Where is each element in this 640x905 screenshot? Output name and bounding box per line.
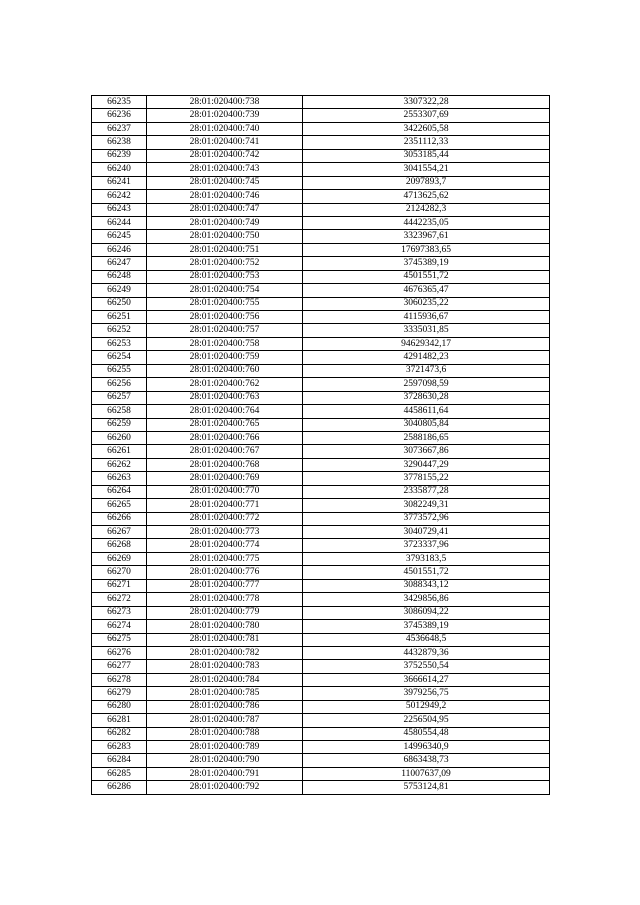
- row-number-cell: 66253: [92, 337, 147, 350]
- table-row: [92, 499, 550, 512]
- table-row: [92, 620, 550, 633]
- value-cell: 4676365,47: [303, 284, 550, 297]
- cadastral-number-cell: 28:01:020400:787: [147, 714, 303, 727]
- cadastral-number-cell: 28:01:020400:739: [147, 109, 303, 122]
- value-cell: 3323967,61: [303, 230, 550, 243]
- table-row: [92, 149, 550, 162]
- value-cell: 4713625,62: [303, 190, 550, 203]
- row-number-cell: 66257: [92, 391, 147, 404]
- row-number-cell: 66255: [92, 364, 147, 377]
- table-row: [92, 109, 550, 122]
- cadastral-number-cell: 28:01:020400:776: [147, 566, 303, 579]
- table-row: [92, 122, 550, 135]
- cadastral-number-cell: 28:01:020400:750: [147, 230, 303, 243]
- table-row: [92, 539, 550, 552]
- cadastral-number-cell: 28:01:020400:780: [147, 620, 303, 633]
- cadastral-number-cell: 28:01:020400:763: [147, 391, 303, 404]
- row-number-cell: 66241: [92, 176, 147, 189]
- row-number-cell: 66260: [92, 431, 147, 444]
- value-cell: 4115936,67: [303, 311, 550, 324]
- cadastral-number-cell: 28:01:020400:745: [147, 176, 303, 189]
- table-row: [92, 606, 550, 619]
- cadastral-number-cell: 28:01:020400:742: [147, 149, 303, 162]
- table-row: [92, 216, 550, 229]
- value-cell: 5012949,2: [303, 700, 550, 713]
- row-number-cell: 66258: [92, 405, 147, 418]
- value-cell: 3666614,27: [303, 673, 550, 686]
- value-cell: 3778155,22: [303, 472, 550, 485]
- value-cell: 2335877,28: [303, 485, 550, 498]
- table-row: [92, 754, 550, 767]
- cadastral-number-cell: 28:01:020400:754: [147, 284, 303, 297]
- row-number-cell: 66250: [92, 297, 147, 310]
- value-cell: 3088343,12: [303, 579, 550, 592]
- row-number-cell: 66270: [92, 566, 147, 579]
- table-row: [92, 687, 550, 700]
- row-number-cell: 66235: [92, 96, 147, 109]
- cadastral-number-cell: 28:01:020400:790: [147, 754, 303, 767]
- table-row: [92, 727, 550, 740]
- value-cell: 3728630,28: [303, 391, 550, 404]
- cadastral-number-cell: 28:01:020400:762: [147, 378, 303, 391]
- cadastral-number-cell: 28:01:020400:773: [147, 526, 303, 539]
- row-number-cell: 66274: [92, 620, 147, 633]
- value-cell: 2351112,33: [303, 136, 550, 149]
- row-number-cell: 66266: [92, 512, 147, 525]
- row-number-cell: 66267: [92, 526, 147, 539]
- value-cell: 2553307,69: [303, 109, 550, 122]
- cadastral-number-cell: 28:01:020400:764: [147, 405, 303, 418]
- row-number-cell: 66272: [92, 593, 147, 606]
- value-cell: 3082249,31: [303, 499, 550, 512]
- table-row: [92, 190, 550, 203]
- row-number-cell: 66278: [92, 673, 147, 686]
- row-number-cell: 66247: [92, 257, 147, 270]
- table-row: [92, 552, 550, 565]
- row-number-cell: 66273: [92, 606, 147, 619]
- value-cell: 3745389,19: [303, 620, 550, 633]
- value-cell: 3723337,96: [303, 539, 550, 552]
- table-row: [92, 512, 550, 525]
- row-number-cell: 66282: [92, 727, 147, 740]
- table-row: [92, 593, 550, 606]
- table-row: [92, 405, 550, 418]
- table-row: [92, 324, 550, 337]
- cadastral-number-cell: 28:01:020400:743: [147, 163, 303, 176]
- table-row: [92, 714, 550, 727]
- value-cell: 3041554,21: [303, 163, 550, 176]
- cadastral-number-cell: 28:01:020400:752: [147, 257, 303, 270]
- value-cell: 4501551,72: [303, 270, 550, 283]
- table-row: [92, 176, 550, 189]
- cadastral-number-cell: 28:01:020400:767: [147, 445, 303, 458]
- value-cell: 4291482,23: [303, 351, 550, 364]
- row-number-cell: 66269: [92, 552, 147, 565]
- value-cell: 2124282,3: [303, 203, 550, 216]
- value-cell: 3307322,28: [303, 96, 550, 109]
- cadastral-number-cell: 28:01:020400:789: [147, 741, 303, 754]
- value-cell: 4442235,05: [303, 216, 550, 229]
- table-row: [92, 781, 550, 794]
- row-number-cell: 66277: [92, 660, 147, 673]
- table-row: [92, 96, 550, 109]
- table-row: [92, 660, 550, 673]
- cadastral-number-cell: 28:01:020400:755: [147, 297, 303, 310]
- row-number-cell: 66242: [92, 190, 147, 203]
- cadastral-number-cell: 28:01:020400:778: [147, 593, 303, 606]
- table-row: [92, 257, 550, 270]
- row-number-cell: 66264: [92, 485, 147, 498]
- row-number-cell: 66237: [92, 122, 147, 135]
- cadastral-number-cell: 28:01:020400:765: [147, 418, 303, 431]
- value-cell: 3793183,5: [303, 552, 550, 565]
- table-row: [92, 673, 550, 686]
- cadastral-number-cell: 28:01:020400:783: [147, 660, 303, 673]
- value-cell: 3073667,86: [303, 445, 550, 458]
- value-cell: 3773572,96: [303, 512, 550, 525]
- row-number-cell: 66285: [92, 767, 147, 780]
- cadastral-number-cell: 28:01:020400:747: [147, 203, 303, 216]
- table-row: [92, 741, 550, 754]
- value-cell: 2097893,7: [303, 176, 550, 189]
- cadastral-number-cell: 28:01:020400:785: [147, 687, 303, 700]
- cadastral-value-table: [91, 95, 550, 795]
- table-row: [92, 270, 550, 283]
- table-row: [92, 391, 550, 404]
- value-cell: 94629342,17: [303, 337, 550, 350]
- cadastral-number-cell: 28:01:020400:758: [147, 337, 303, 350]
- table-row: [92, 230, 550, 243]
- table-row: [92, 378, 550, 391]
- table-row: [92, 458, 550, 471]
- value-cell: 4432879,36: [303, 646, 550, 659]
- table-row: [92, 337, 550, 350]
- table-row: [92, 472, 550, 485]
- table-row: [92, 418, 550, 431]
- row-number-cell: 66265: [92, 499, 147, 512]
- table-row: [92, 485, 550, 498]
- row-number-cell: 66248: [92, 270, 147, 283]
- table-row: [92, 633, 550, 646]
- row-number-cell: 66276: [92, 646, 147, 659]
- cadastral-number-cell: 28:01:020400:784: [147, 673, 303, 686]
- value-cell: 4536648,5: [303, 633, 550, 646]
- table-row: [92, 526, 550, 539]
- cadastral-number-cell: 28:01:020400:751: [147, 243, 303, 256]
- cadastral-number-cell: 28:01:020400:774: [147, 539, 303, 552]
- row-number-cell: 66256: [92, 378, 147, 391]
- row-number-cell: 66238: [92, 136, 147, 149]
- row-number-cell: 66240: [92, 163, 147, 176]
- value-cell: 4458611,64: [303, 405, 550, 418]
- cadastral-number-cell: 28:01:020400:756: [147, 311, 303, 324]
- value-cell: 3335031,85: [303, 324, 550, 337]
- row-number-cell: 66254: [92, 351, 147, 364]
- value-cell: 3060235,22: [303, 297, 550, 310]
- row-number-cell: 66239: [92, 149, 147, 162]
- value-cell: 3752550,54: [303, 660, 550, 673]
- cadastral-number-cell: 28:01:020400:781: [147, 633, 303, 646]
- row-number-cell: 66280: [92, 700, 147, 713]
- table-row: [92, 284, 550, 297]
- row-number-cell: 66246: [92, 243, 147, 256]
- table-row: [92, 431, 550, 444]
- cadastral-number-cell: 28:01:020400:746: [147, 190, 303, 203]
- value-cell: 3745389,19: [303, 257, 550, 270]
- row-number-cell: 66249: [92, 284, 147, 297]
- value-cell: 17697383,65: [303, 243, 550, 256]
- cadastral-number-cell: 28:01:020400:791: [147, 767, 303, 780]
- table-row: [92, 445, 550, 458]
- cadastral-number-cell: 28:01:020400:759: [147, 351, 303, 364]
- value-cell: 3086094,22: [303, 606, 550, 619]
- cadastral-number-cell: 28:01:020400:779: [147, 606, 303, 619]
- table-row: [92, 364, 550, 377]
- row-number-cell: 66244: [92, 216, 147, 229]
- cadastral-number-cell: 28:01:020400:757: [147, 324, 303, 337]
- cadastral-number-cell: 28:01:020400:766: [147, 431, 303, 444]
- table-row: [92, 136, 550, 149]
- row-number-cell: 66268: [92, 539, 147, 552]
- table-row: [92, 203, 550, 216]
- cadastral-number-cell: 28:01:020400:786: [147, 700, 303, 713]
- row-number-cell: 66275: [92, 633, 147, 646]
- cadastral-number-cell: 28:01:020400:740: [147, 122, 303, 135]
- row-number-cell: 66271: [92, 579, 147, 592]
- value-cell: 3429856,86: [303, 593, 550, 606]
- table-row: [92, 579, 550, 592]
- table-row: [92, 646, 550, 659]
- table-row: [92, 351, 550, 364]
- cadastral-number-cell: 28:01:020400:770: [147, 485, 303, 498]
- row-number-cell: 66263: [92, 472, 147, 485]
- cadastral-number-cell: 28:01:020400:738: [147, 96, 303, 109]
- value-cell: 2588186,65: [303, 431, 550, 444]
- row-number-cell: 66281: [92, 714, 147, 727]
- value-cell: 3422605,58: [303, 122, 550, 135]
- cadastral-number-cell: 28:01:020400:768: [147, 458, 303, 471]
- row-number-cell: 66245: [92, 230, 147, 243]
- value-cell: 3290447,29: [303, 458, 550, 471]
- cadastral-number-cell: 28:01:020400:788: [147, 727, 303, 740]
- value-cell: 2597098,59: [303, 378, 550, 391]
- value-cell: 5753124,81: [303, 781, 550, 794]
- value-cell: 3721473,6: [303, 364, 550, 377]
- cadastral-number-cell: 28:01:020400:753: [147, 270, 303, 283]
- table-body: [92, 96, 550, 795]
- value-cell: 4580554,48: [303, 727, 550, 740]
- row-number-cell: 66251: [92, 311, 147, 324]
- value-cell: 2256504,95: [303, 714, 550, 727]
- value-cell: 14996340,9: [303, 741, 550, 754]
- value-cell: 3040805,84: [303, 418, 550, 431]
- cadastral-number-cell: 28:01:020400:782: [147, 646, 303, 659]
- row-number-cell: 66261: [92, 445, 147, 458]
- value-cell: 4501551,72: [303, 566, 550, 579]
- table-row: [92, 566, 550, 579]
- value-cell: 6863438,73: [303, 754, 550, 767]
- table-row: [92, 297, 550, 310]
- cadastral-number-cell: 28:01:020400:741: [147, 136, 303, 149]
- value-cell: 3053185,44: [303, 149, 550, 162]
- cadastral-number-cell: 28:01:020400:749: [147, 216, 303, 229]
- cadastral-number-cell: 28:01:020400:792: [147, 781, 303, 794]
- value-cell: 3979256,75: [303, 687, 550, 700]
- cadastral-number-cell: 28:01:020400:775: [147, 552, 303, 565]
- table-row: [92, 767, 550, 780]
- cadastral-number-cell: 28:01:020400:771: [147, 499, 303, 512]
- row-number-cell: 66284: [92, 754, 147, 767]
- row-number-cell: 66286: [92, 781, 147, 794]
- row-number-cell: 66252: [92, 324, 147, 337]
- row-number-cell: 66262: [92, 458, 147, 471]
- row-number-cell: 66259: [92, 418, 147, 431]
- table-row: [92, 163, 550, 176]
- row-number-cell: 66236: [92, 109, 147, 122]
- cadastral-number-cell: 28:01:020400:772: [147, 512, 303, 525]
- row-number-cell: 66279: [92, 687, 147, 700]
- value-cell: 11007637,09: [303, 767, 550, 780]
- table-row: [92, 700, 550, 713]
- row-number-cell: 66243: [92, 203, 147, 216]
- cadastral-number-cell: 28:01:020400:760: [147, 364, 303, 377]
- table-row: [92, 311, 550, 324]
- value-cell: 3040729,41: [303, 526, 550, 539]
- cadastral-number-cell: 28:01:020400:777: [147, 579, 303, 592]
- row-number-cell: 66283: [92, 741, 147, 754]
- cadastral-number-cell: 28:01:020400:769: [147, 472, 303, 485]
- table-row: [92, 243, 550, 256]
